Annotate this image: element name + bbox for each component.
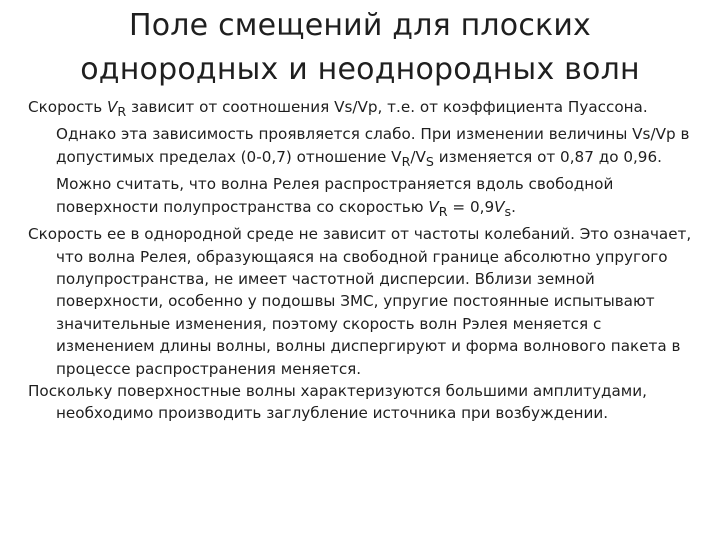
paragraph-source-depth: Поскольку поверхностные волны характеризуются большими амплитудами, необходимо производить заглубление источника при возбуждении. [28, 381, 647, 423]
p1-subscript-r2: R [401, 153, 411, 169]
p1-symbol-v2: V [428, 197, 439, 216]
p1-text-f: . [511, 197, 516, 216]
p1-text-e: = 0,9 [447, 197, 495, 216]
p1-subscript-r: R [117, 104, 127, 120]
p1-text-c: /V [410, 147, 426, 166]
p1-text-b: зависит от соотношения Vs/Vp, т.е. от коэффициента Пуассона. Однако эта зависимость проявляется слабо. При изменении величины Vs/Vp в допустимых пределах (0-0,7) отношение V [56, 98, 690, 166]
p1-subscript-r3: R [438, 203, 448, 219]
title-line-1: Поле смещений для плоских [128, 8, 592, 43]
p1-text-d: изменяется от 0,87 до 0,96. Можно считать, что волна Релея распространяется вдоль свободной поверхности полупространства со скоростью [56, 147, 662, 216]
paragraph-rayleigh-velocity [28, 96, 692, 223]
p1-subscript-s: S [425, 153, 434, 169]
paragraph-dispersion: Скорость ее в однородной среде не зависит от частоты колебаний. Это означает, что волна Релея, образующаяся на свободной границе абсолютно упругого полупространства, не имеет частотной дисперсии. Вблизи земной поверхности, особенно у подошвы ЗМС, упругие постоянные испытывают значительные изменения, поэтому скорость волн Рэлея меняется с изменением длины волны, волны диспергируют и форма волнового пакета в процессе распространения меняется. [28, 225, 692, 378]
p1-subscript-s2: s [504, 203, 512, 219]
p1-symbol-v3: V [494, 197, 505, 216]
slide-title [20, 4, 700, 92]
title-line-2: однородных и неоднородных волн [80, 52, 640, 87]
slide-body [28, 96, 692, 425]
p1-text-a: Скорость [28, 98, 107, 116]
p1-symbol-v: V [106, 98, 118, 116]
